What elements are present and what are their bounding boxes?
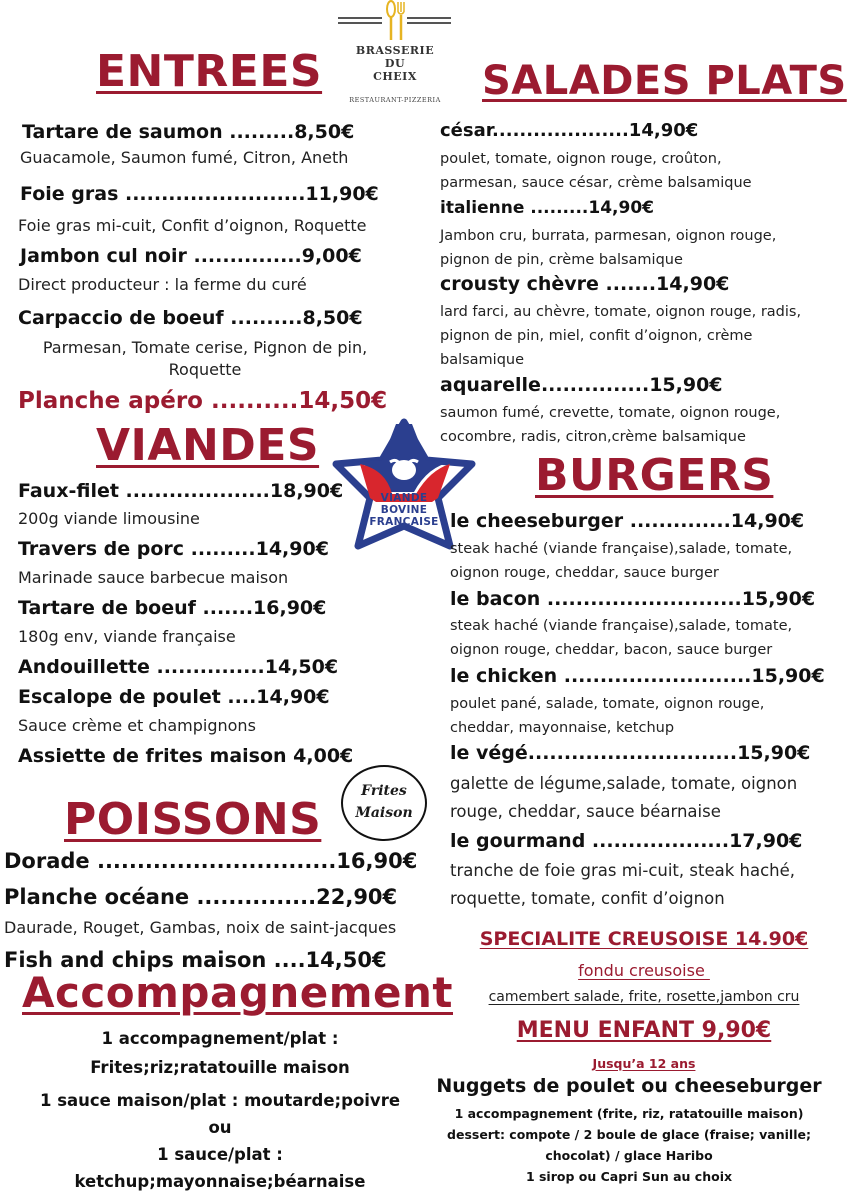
salade-desc-1a: poulet, tomate, oignon rouge, croûton, <box>440 151 722 167</box>
section-title-accompagnement: Accompagnement <box>22 968 453 1017</box>
salade-desc-3c: balsamique <box>440 352 525 368</box>
burger-item-1: le cheeseburger ..............14,90€ <box>450 510 805 532</box>
section-title-poissons: POISSONS <box>64 794 322 845</box>
menu-enfant-main: Nuggets de poulet ou cheeseburger <box>436 1075 822 1097</box>
section-title-entrees: ENTREES <box>96 46 323 97</box>
badge-line-1: VIANDE <box>380 492 428 504</box>
poisson-item-2: Planche océane ...............22,90€ <box>4 885 398 909</box>
frites-badge-line-2: Maison <box>355 805 413 821</box>
menu-enfant-title: MENU ENFANT 9,90€ <box>516 1018 772 1043</box>
menu-enfant-line-2: dessert: compote / 2 boule de glace (fraise; vanille; <box>447 1127 811 1142</box>
burger-desc-1b: oignon rouge, cheddar, sauce burger <box>450 565 719 581</box>
accomp-line-5: 1 sauce/plat : <box>157 1145 283 1164</box>
entree-item-2: Foie gras .........................11,90€ <box>20 183 379 205</box>
salade-item-3: crousty chèvre .......14,90€ <box>440 273 730 295</box>
burger-desc-2a: steak haché (viande française),salade, tomate, <box>450 618 793 634</box>
salade-desc-3b: pignon de pin, miel, confit d’oignon, crème <box>440 328 753 344</box>
viande-desc-3: 180g env, viande française <box>18 627 236 646</box>
poisson-desc-2: Daurade, Rouget, Gambas, noix de saint-jacques <box>4 918 397 937</box>
burger-item-3: le chicken ..........................15,90€ <box>450 665 825 687</box>
viande-item-6: Assiette de frites maison 4,00€ <box>18 745 354 767</box>
burger-desc-4a: galette de légume,salade, tomate, oignon <box>450 774 798 793</box>
entree-item-3: Jambon cul noir ...............9,00€ <box>20 245 362 267</box>
menu-enfant-age: Jusqu’a 12 ans <box>592 1056 696 1071</box>
planche-apero: Planche apéro ..........14,50€ <box>18 388 388 414</box>
burger-item-5: le gourmand ...................17,90€ <box>450 830 803 852</box>
section-title-viandes: VIANDES <box>96 420 320 471</box>
entree-item-1: Tartare de saumon .........8,50€ <box>22 121 355 143</box>
burger-desc-1a: steak haché (viande française),salade, tomate, <box>450 541 793 557</box>
viande-desc-5: Sauce crème et champignons <box>18 716 256 735</box>
section-title-salades: SALADES PLATS <box>482 58 847 104</box>
salade-desc-4b: cocombre, radis, citron,crème balsamique <box>440 429 746 445</box>
burger-desc-4b: rouge, cheddar, sauce béarnaise <box>450 802 721 821</box>
salade-desc-1b: parmesan, sauce césar, crème balsamique <box>440 175 752 191</box>
entree-desc-2: Foie gras mi-cuit, Confit d’oignon, Roquette <box>18 216 367 235</box>
cutlery-icon <box>385 0 407 42</box>
logo-subtitle: RESTAURANT-PIZZERIA <box>349 96 441 104</box>
badge-line-3: FRANÇAISE <box>369 516 439 528</box>
accomp-line-1: 1 accompagnement/plat : <box>101 1029 339 1048</box>
burger-desc-3b: cheddar, mayonnaise, ketchup <box>450 720 675 736</box>
entree-desc-3: Direct producteur : la ferme du curé <box>18 275 307 294</box>
burger-desc-3a: poulet pané, salade, tomate, oignon rouge, <box>450 696 765 712</box>
accomp-line-4: ou <box>208 1118 232 1137</box>
entree-desc-4: Parmesan, Tomate cerise, Pignon de pin, Roquette <box>42 338 368 379</box>
salade-item-2: italienne .........14,90€ <box>440 198 654 218</box>
salade-desc-3a: lard farci, au chèvre, tomate, oignon rouge, radis, <box>440 304 802 320</box>
viande-item-2: Travers de porc .........14,90€ <box>18 538 329 560</box>
viande-item-5: Escalope de poulet ....14,90€ <box>18 686 330 708</box>
viande-item-4: Andouillette ...............14,50€ <box>18 656 339 678</box>
salade-desc-2a: Jambon cru, burrata, parmesan, oignon rouge, <box>440 228 777 244</box>
logo-line-1: BRASSERIE <box>355 44 435 57</box>
viande-desc-2: Marinade sauce barbecue maison <box>18 568 289 587</box>
salade-item-1: césar....................14,90€ <box>440 120 699 141</box>
frites-maison-badge <box>341 765 427 841</box>
specialite-name: fondu creusoise <box>578 961 710 980</box>
accomp-line-6: ketchup;mayonnaise;béarnaise <box>74 1172 366 1191</box>
entree-desc-1: Guacamole, Saumon fumé, Citron, Aneth <box>20 148 349 167</box>
accomp-line-3: 1 sauce maison/plat : moutarde;poivre <box>39 1091 401 1110</box>
burger-item-2: le bacon ...........................15,90€ <box>450 588 816 610</box>
viande-desc-1: 200g viande limousine <box>18 509 200 528</box>
viande-item-1: Faux-filet ....................18,90€ <box>18 480 344 502</box>
specialite-desc: camembert salade, frite, rosette,jambon cru <box>488 989 800 1005</box>
salade-desc-2b: pignon de pin, crème balsamique <box>440 252 683 268</box>
section-title-burgers: BURGERS <box>535 450 774 501</box>
salade-desc-4a: saumon fumé, crevette, tomate, oignon rouge, <box>440 405 781 421</box>
burger-desc-5b: roquette, tomate, confit d’oignon <box>450 889 725 908</box>
entree-item-4: Carpaccio de boeuf ..........8,50€ <box>18 307 363 329</box>
viande-item-3: Tartare de boeuf .......16,90€ <box>18 597 327 619</box>
burger-desc-2b: oignon rouge, cheddar, bacon, sauce burger <box>450 642 773 658</box>
poisson-item-3: Fish and chips maison ....14,50€ <box>4 948 387 972</box>
specialite-title: SPECIALITE CREUSOISE 14.90€ <box>479 928 809 950</box>
frites-badge-line-1: Frites <box>361 783 407 799</box>
menu-enfant-line-3: chocolat) / glace Haribo <box>545 1148 713 1163</box>
accomp-line-2: Frites;riz;ratatouille maison <box>90 1058 350 1077</box>
burger-desc-5a: tranche de foie gras mi-cuit, steak haché, <box>450 861 796 880</box>
salade-item-4: aquarelle...............15,90€ <box>440 374 723 396</box>
burger-item-4: le végé.............................15,90€ <box>450 742 811 764</box>
menu-enfant-line-4: 1 sirop ou Capri Sun au choix <box>525 1169 733 1184</box>
logo-line-2: DU <box>384 57 406 70</box>
menu-enfant-line-1: 1 accompagnement (frite, riz, ratatouille maison) <box>454 1106 804 1121</box>
poisson-item-1: Dorade ..............................16,90€ <box>4 849 418 873</box>
badge-line-2: BOVINE <box>380 504 428 516</box>
restaurant-logo <box>335 0 455 110</box>
logo-line-3: CHEIX <box>373 70 417 83</box>
